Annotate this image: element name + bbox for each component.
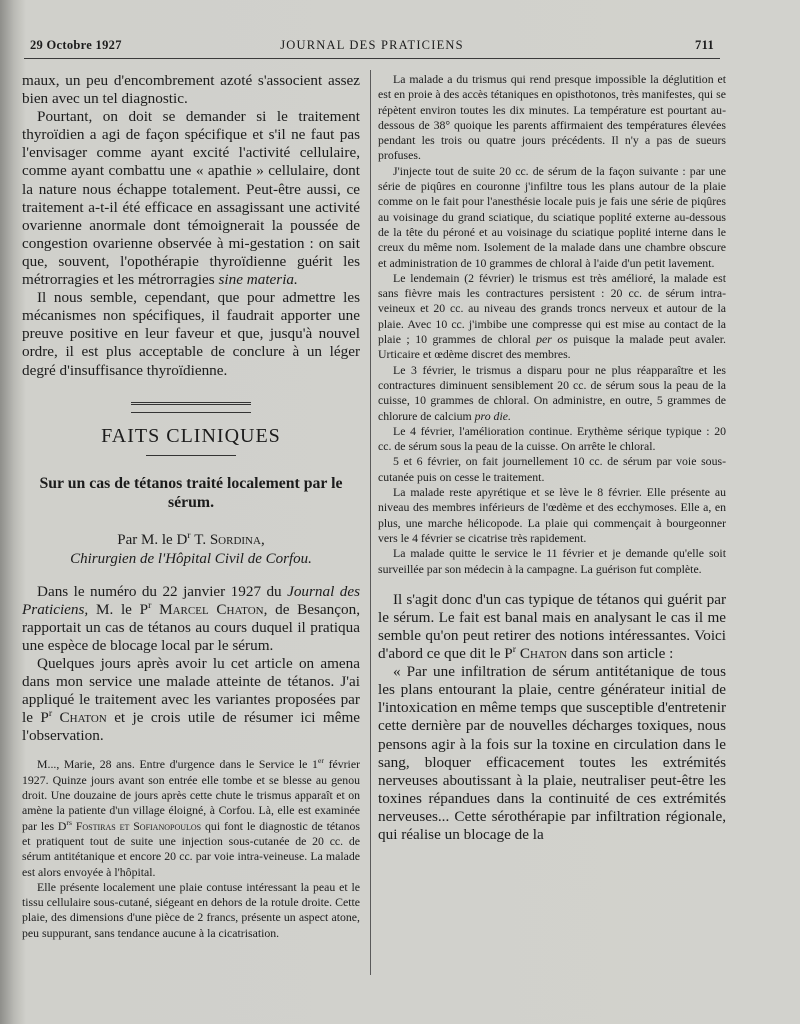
observation-paragraph: Le 3 février, le trismus a disparu pour ne plus réapparaître et les contractures diminuent sensiblement 20 cc. de sérum sous la peau de la cuisse, 10 grammes de chloral. On administre, en outre, 5 grammes de chlorure de calcium pro die. [378, 362, 726, 423]
left-column [22, 72, 360, 941]
header-page-number: 711 [695, 38, 714, 52]
header-date: 29 Octobre 1927 [30, 38, 122, 52]
observation-paragraph: 5 et 6 février, on fait journellement 10 cc. de sérum par voie sous-cutanée puis on cesse le traitement. [378, 454, 726, 484]
observation-paragraph: J'injecte tout de suite 20 cc. de sérum de la façon suivante : par une série de piqûres en couronne j'infiltre tous les plans autour de la plaie comme on le fait pour l'anesthésie locale puis je fais une série de piqûres au voisinage du grand sciatique, du sciatique poplité externe au-dessous de la tête du péroné et au voisinage du sciatique poplité interne dans le creux du même nom. Isolement de la malade dans une chambre obscure et administration de 10 grammes de chloral à l'aide d'un petit lavement. [378, 163, 726, 270]
quotation-paragraph: « Par une infiltration de sérum antitétanique de tous les plans entourant la plaie, centre générateur initial de l'intoxication en même temps que susceptible d'entretenir cette dernière par de nouvelles décharges toxiques, nous pensons agir à la fois sur la toxine en circulation dans le sang, bloquer efficacement toutes les extrémités nerveuses aboutissant à la plaie, neutraliser peut-être les toxines répandues dans la continuité de ces extrémités nerveuses... Cette sérothérapie par infiltration régionale, qui réalise un blocage de la [378, 663, 726, 844]
paragraph: Il s'agit donc d'un cas typique de tétanos qui guérit par le sérum. Le fait est banal mais en analysant le cas il me semble qu'on peut retirer des notions intéressantes. Voici d'abord ce que dit le $P^r$ Chaton dans son article : [378, 590, 726, 663]
byline: Par M. le $D^r$ T. Sordina, [117, 529, 265, 548]
column-rule [370, 70, 371, 975]
right-column [378, 72, 726, 844]
observation-paragraph: La malade a du trismus qui rend presque impossible la déglutition et est en proie à des accès tétaniques en opisthotonos, très manifestes, qui se répètent environ toutes les dix minutes. La température est pourtant au-dessous de 38° quoique les parents affirmaient des températures élevées pendant les trois ou quatre jours précédents. Il n'y a pas de sueurs profuses. [378, 72, 726, 163]
header-journal-title: JOURNAL DES PRATICIENS [280, 38, 464, 52]
section-underline [146, 455, 236, 456]
observation-paragraph: La malade reste apyrétique et se lève le 8 février. Elle présente au niveau des membres inférieurs de l'œdème et des ecchymoses. Elle a, en plus, une marche hélicopode. La plaie qui commençait à bourgeonner vers le 4 février se cicatrise très rapidement. [378, 485, 726, 545]
observation-paragraph: La malade quitte le service le 11 février et je demande qu'elle soit surveillée par son médecin à la campagne. La guérison fut complète. [378, 546, 726, 576]
paragraph: maux, un peu d'encombrement azoté s'associent assez bien avec un tel diagnostic. [22, 72, 360, 108]
author-affiliation: Chirurgien de l'Hôpital Civil de Corfou. [70, 550, 312, 567]
observation-paragraph: Le lendemain (2 février) le trismus est très amélioré, la malade est sans fièvre mais les contractures persistent : 20 cc. de sérum intra-veineux et 20 cc. au niveau des grands troncs nerveux et autour de la plaie. Avec 10 cc. j'imbibe une compresse qui est mise au contact de la plaie ; 10 grammes de chloral per os puisque la malade peut avaler. Urticaire et œdème discret des membres. [378, 270, 727, 362]
section-ornament [131, 402, 251, 413]
paragraph: Il nous semble, cependant, que pour admettre les mécanismes non spécifiques, il faudrait apporter une preuve positive en leur faveur et que, jusqu'à nouvel ordre, il est plus acceptable de conclure à un léger degré d'insuffisance thyroïdienne. [22, 289, 360, 379]
observation-paragraph: M..., Marie, 28 ans. Entre d'urgence dans le Service le 1er février 1927. Quinze jours avant son entrée elle tombe et se blesse au genou droit. Une douzaine de jours après cette chute le trismus apparaît et on amène la patiente d'un village éloigné, à Corfou. Là, elle est examinée par les $D^{rs}$ Fostiras et Sofianopoulos qui font le diagnostic de tétanos et pratiquent tout de suite une injection sous-cutanée de 20 cc. de sérum antitétanique et encore 20 cc. par voie intra-veineuse. La malade est alors envoyée à l'hôpital. [22, 756, 360, 879]
paragraph: Dans le numéro du 22 janvier 1927 du Journal des Praticiens, M. le $P^r$ Marcel Chaton, de Besançon, rapportait un cas de tétanos au cours duquel il pratiqua une espèce de blocage local par le sérum. [22, 582, 361, 654]
section-title: FAITS CLINIQUES [101, 424, 281, 447]
paragraph: Pourtant, on doit se demander si le traitement thyroïdien a agi de façon spécifique et s'il ne faut pas l'envisager comme ayant excité l'activité cellulaire, comme ayant combattu une « apathie » cellulaire, dont la nature nous échappe totalement. Peut-être aussi, ce traitement a-t-il été efficace en assagissant une activité ovarienne anormale dont témoignerait la poussée de congestion ovarienne observée à mi-gestation : on sait que, souvent, l'opothérapie thyroïdienne guérit les métrorragies et les métrorragies sine materia. [22, 108, 360, 289]
running-head [30, 34, 714, 56]
header-rule [24, 58, 720, 59]
observation-paragraph: Elle présente localement une plaie contuse intéressant la peau et le tissu cellulaire sous-cutané, siégeant en dehors de la rotule droite. Cette plaie, des dimensions d'une pièce de 2 francs, présente un aspect atone, peu suppurant, sans tendance aucune à la cicatrisation. [22, 879, 360, 940]
article-title: Sur un cas de tétanos traité localement par le sérum. [39, 474, 343, 511]
observation-paragraph: Le 4 février, l'amélioration continue. Erythème sérique typique : 20 cc. de sérum sous la peau de la cuisse. On arrête le chloral. [378, 423, 726, 454]
paragraph: Quelques jours après avoir lu cet article on amena dans mon service une malade atteinte de tétanos. J'ai appliqué le traitement avec les variantes proposées par le $P^r$ Chaton et je crois utile de résumer ici même l'observation. [22, 654, 361, 745]
